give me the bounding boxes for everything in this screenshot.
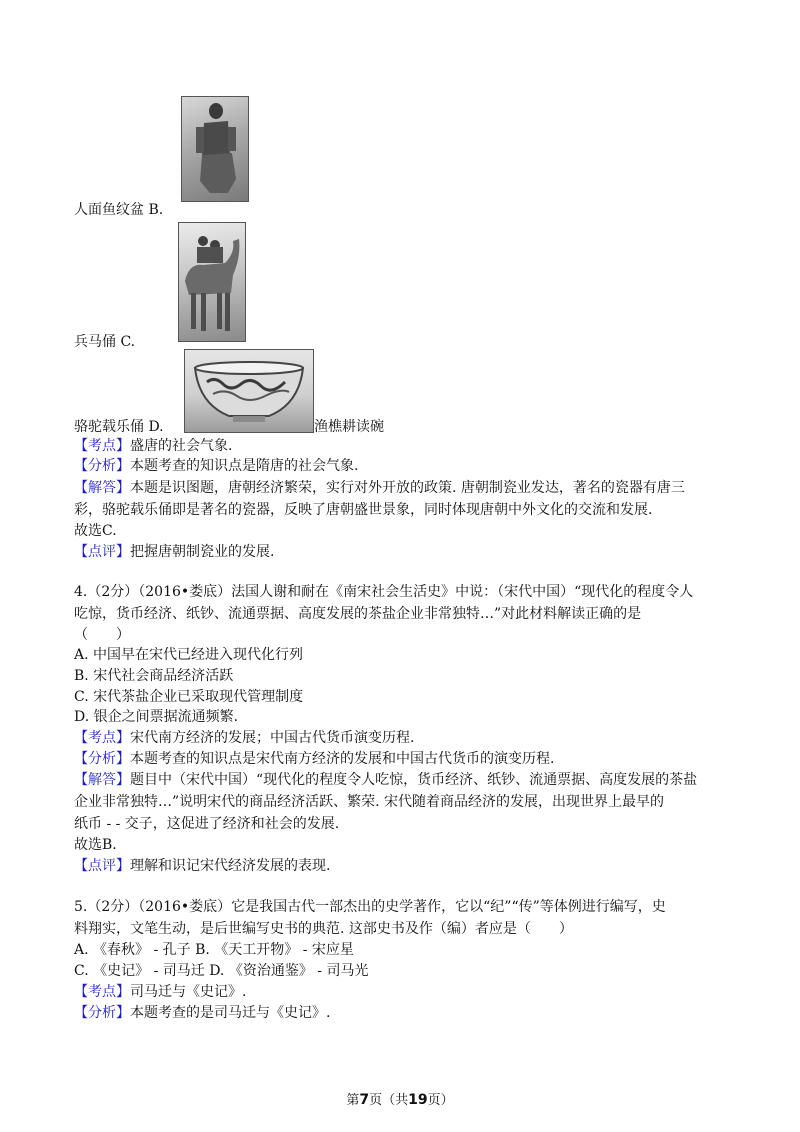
q4-option-c: C. 宋代茶盐企业已采取现代管理制度 xyxy=(74,689,304,705)
q3-jieda-text-2: 彩，骆驼载乐俑即是著名的瓷器，反映了唐朝盛世景象，同时体现唐朝中外文化的交流和发展. xyxy=(74,502,653,518)
q4-fenxi xyxy=(74,749,554,769)
q4-option-b: B. 宋代社会商品经济活跃 xyxy=(74,668,234,684)
q3-fenxi xyxy=(74,456,358,476)
q3-kaodian-text: 盛唐的社会气象. xyxy=(130,438,233,454)
q4-dianping xyxy=(74,856,330,876)
q3-dianping xyxy=(74,542,274,562)
q4-dianping-text: 理解和识记宋代经济发展的表现. xyxy=(130,858,331,874)
option-b-label: 兵马俑 C. xyxy=(74,334,136,350)
q5-stem-1: 5.（2分）（2016•娄底）它是我国古代一部杰出的史学著作，它以“纪”“传”等体例进行编写，史 xyxy=(74,899,666,915)
fenxi-tag: 【分析】 xyxy=(74,458,130,474)
q3-jieda xyxy=(74,478,685,498)
q5-fenxi-text: 本题考查的是司马迁与《史记》. xyxy=(130,1005,331,1021)
kaodian-tag: 【考点】 xyxy=(74,984,130,1000)
q4-option-a: A. 中国早在宋代已经进入现代化行列 xyxy=(74,647,304,663)
dianping-tag: 【点评】 xyxy=(74,858,130,874)
q3-fenxi-text: 本题考查的知识点是隋唐的社会气象. xyxy=(130,458,359,474)
q5-stem-2: 料翔实，文笔生动，是后世编写史书的典范. 这部史书及作（编）者应是（ ） xyxy=(74,921,573,937)
porcelain-bowl-photo xyxy=(184,349,314,433)
footer-total-pages: 19 xyxy=(408,1092,428,1108)
option-a-label: 人面鱼纹盆 B. xyxy=(74,202,164,218)
page-footer xyxy=(0,1089,800,1108)
q3-jieda-text-1: 本题是识图题，唐朝经济繁荣，实行对外开放的政策. 唐朝制瓷业发达，著名的瓷器有唐三 xyxy=(130,480,685,496)
footer-pre: 第 xyxy=(346,1093,360,1108)
footer-post: 页） xyxy=(427,1093,454,1108)
q5-kaodian xyxy=(74,982,246,1002)
option-d-label: 渔樵耕读碗 xyxy=(314,419,384,435)
camel-musicians-figurine-photo xyxy=(178,222,246,342)
q5-options-cd: C. 《史记》 - 司马迁 D. 《资治通鉴》 - 司马光 xyxy=(74,963,369,979)
q4-fenxi-text: 本题考查的知识点是宋代南方经济的发展和中国古代货币的演变历程. xyxy=(130,751,555,767)
q4-kaodian xyxy=(74,728,414,748)
q3-dianping-text: 把握唐朝制瓷业的发展. xyxy=(130,544,275,560)
jieda-tag: 【解答】 xyxy=(74,772,130,788)
q4-jieda-text-3: 纸币 - - 交子，这促进了经济和社会的发展. xyxy=(74,816,340,832)
kaodian-tag: 【考点】 xyxy=(74,438,130,454)
q3-kaodian xyxy=(74,436,232,456)
jieda-tag: 【解答】 xyxy=(74,480,130,496)
q4-option-d: D. 银企之间票据流通频繁. xyxy=(74,709,239,725)
q4-answer: 故选B. xyxy=(74,837,117,853)
q5-options-ab: A. 《春秋》 - 孔子 B. 《天工开物》 - 宋应星 xyxy=(74,942,354,958)
q4-jieda-text-2: 企业非常独特…”说明宋代的商品经济活跃、繁荣. 宋代随着商品经济的发展，出现世界上最早的 xyxy=(74,794,665,810)
option-c-label: 骆驼载乐俑 D. xyxy=(74,419,164,435)
terracotta-warrior-photo xyxy=(181,96,249,202)
q4-kaodian-text: 宋代南方经济的发展；中国古代货币演变历程. xyxy=(130,730,415,746)
q4-jieda xyxy=(74,770,697,790)
q4-stem-1: 4.（2分）（2016•娄底）法国人谢和耐在《南宋社会生活史》中说：（宋代中国）“现代化的程度令人 xyxy=(74,584,694,600)
q4-jieda-text-1: 题目中（宋代中国）“现代化的程度令人吃惊，货币经济、纸钞、流通票据、高度发展的茶盐 xyxy=(130,772,698,788)
q4-stem-3: （ ） xyxy=(74,627,130,643)
footer-page-number: 7 xyxy=(359,1092,370,1108)
footer-mid: 页（共 xyxy=(369,1093,409,1108)
fenxi-tag: 【分析】 xyxy=(74,1005,130,1021)
kaodian-tag: 【考点】 xyxy=(74,730,130,746)
q5-fenxi xyxy=(74,1003,330,1023)
q3-answer: 故选C. xyxy=(74,523,117,539)
q5-kaodian-text: 司马迁与《史记》. xyxy=(130,984,247,1000)
fenxi-tag: 【分析】 xyxy=(74,751,130,767)
dianping-tag: 【点评】 xyxy=(74,544,130,560)
q4-stem-2: 吃惊，货币经济、纸钞、流通票据、高度发展的茶盐企业非常独特…”对此材料解读正确的是 xyxy=(74,606,642,622)
